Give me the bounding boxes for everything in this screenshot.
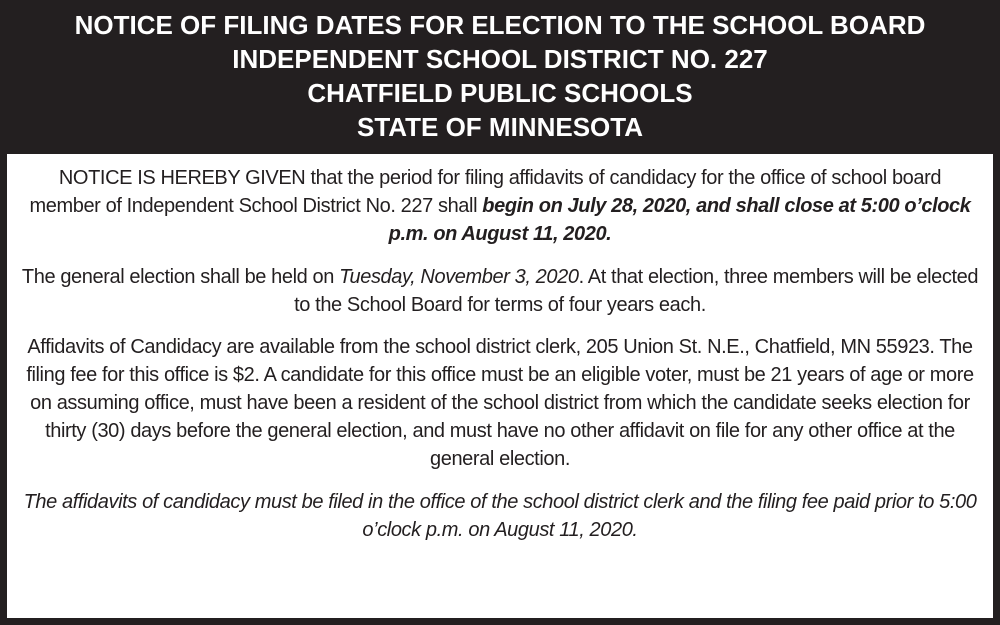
header-title-line: NOTICE OF FILING DATES FOR ELECTION TO THE SCHOOL BOARD	[74, 10, 926, 40]
filing-period-dates: begin on July 28, 2020, and shall close at 5:00 o’clock p.m. on August 11, 2020.	[388, 195, 971, 245]
general-election-paragraph	[21, 263, 979, 319]
notice-body	[7, 154, 993, 618]
filing-period-paragraph	[21, 164, 979, 248]
header-schools-line: CHATFIELD PUBLIC SCHOOLS	[307, 78, 693, 108]
general-election-date: Tuesday, November 3, 2020	[339, 266, 579, 288]
header-district-line: INDEPENDENT SCHOOL DISTRICT NO. 227	[232, 44, 768, 74]
general-election-text-start: The general election shall be held on	[21, 266, 340, 288]
affidavit-requirements-paragraph: Affidavits of Candidacy are available from the school district clerk, 205 Union St. N.E., Chatfield, MN 55923. The filing fee for this office is $2. A candidate for this office must be an eligible voter, must be 21 years of age or more on assuming office, must have been a resident of the school district from which the candidate seeks election for thirty (30) days before the general election, and must have no other affidavit on file for any other office at the general election.	[26, 336, 974, 470]
general-election-text-end: . At that election, three members will be elected to the School Board for terms of four years each.	[294, 266, 979, 316]
filing-period-text: NOTICE IS HEREBY GIVEN that the period for filing affidavits of candidacy for the office of school board member of Independent School District No. 227 shall	[29, 167, 942, 217]
notice-header	[0, 0, 1000, 146]
filing-deadline-paragraph: The affidavits of candidacy must be filed in the office of the school district clerk and the filing fee paid prior to 5:00 o’clock p.m. on August 11, 2020.	[23, 491, 977, 541]
header-state-line: STATE OF MINNESOTA	[357, 112, 643, 142]
